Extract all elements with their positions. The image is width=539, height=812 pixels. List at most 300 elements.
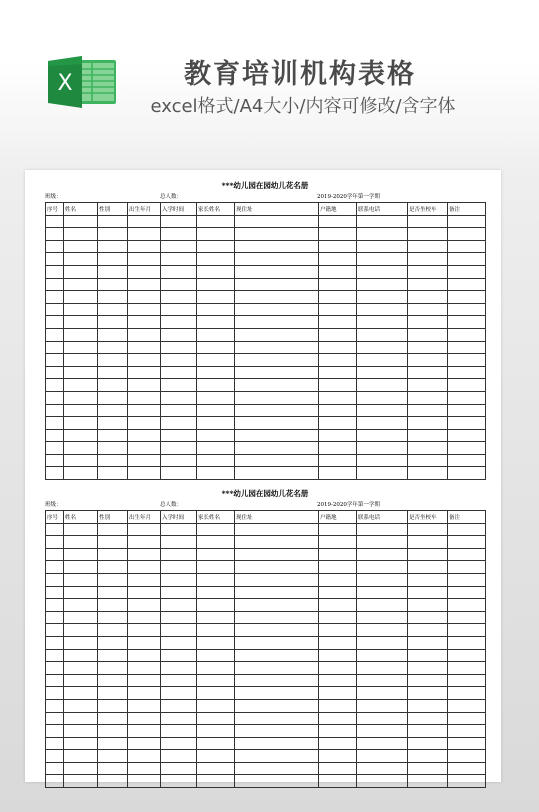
table-cell[interactable] bbox=[161, 636, 197, 649]
table-cell[interactable] bbox=[357, 303, 408, 316]
table-cell[interactable] bbox=[357, 316, 408, 329]
table-cell[interactable] bbox=[448, 561, 486, 574]
table-cell[interactable] bbox=[319, 725, 357, 738]
table-cell[interactable] bbox=[197, 662, 235, 675]
table-cell[interactable] bbox=[235, 429, 319, 442]
table-cell[interactable] bbox=[161, 611, 197, 624]
table-cell[interactable] bbox=[64, 354, 98, 367]
table-cell[interactable] bbox=[408, 303, 448, 316]
table-cell[interactable] bbox=[46, 354, 64, 367]
table-cell[interactable] bbox=[197, 404, 235, 417]
table-cell[interactable] bbox=[357, 215, 408, 228]
table-cell[interactable] bbox=[357, 240, 408, 253]
table-cell[interactable] bbox=[46, 636, 64, 649]
table-cell[interactable] bbox=[128, 454, 161, 467]
table-cell[interactable] bbox=[448, 586, 486, 599]
table-cell[interactable] bbox=[161, 391, 197, 404]
table-cell[interactable] bbox=[357, 379, 408, 392]
table-cell[interactable] bbox=[161, 662, 197, 675]
table-cell[interactable] bbox=[408, 573, 448, 586]
table-cell[interactable] bbox=[128, 278, 161, 291]
table-cell[interactable] bbox=[357, 548, 408, 561]
table-cell[interactable] bbox=[448, 762, 486, 775]
table-cell[interactable] bbox=[98, 253, 128, 266]
table-cell[interactable] bbox=[98, 599, 128, 612]
table-cell[interactable] bbox=[448, 328, 486, 341]
table-cell[interactable] bbox=[408, 391, 448, 404]
table-cell[interactable] bbox=[128, 366, 161, 379]
table-cell[interactable] bbox=[235, 240, 319, 253]
table-cell[interactable] bbox=[98, 215, 128, 228]
table-cell[interactable] bbox=[98, 391, 128, 404]
table-cell[interactable] bbox=[197, 750, 235, 763]
table-cell[interactable] bbox=[46, 291, 64, 304]
table-cell[interactable] bbox=[161, 699, 197, 712]
table-cell[interactable] bbox=[235, 278, 319, 291]
table-cell[interactable] bbox=[64, 523, 98, 536]
table-cell[interactable] bbox=[98, 328, 128, 341]
table-cell[interactable] bbox=[46, 278, 64, 291]
table-cell[interactable] bbox=[319, 775, 357, 788]
table-cell[interactable] bbox=[197, 253, 235, 266]
table-cell[interactable] bbox=[46, 599, 64, 612]
table-cell[interactable] bbox=[197, 536, 235, 549]
table-cell[interactable] bbox=[408, 354, 448, 367]
table-cell[interactable] bbox=[319, 354, 357, 367]
table-cell[interactable] bbox=[235, 366, 319, 379]
table-cell[interactable] bbox=[161, 240, 197, 253]
table-cell[interactable] bbox=[408, 674, 448, 687]
table-cell[interactable] bbox=[448, 712, 486, 725]
table-cell[interactable] bbox=[64, 316, 98, 329]
table-cell[interactable] bbox=[46, 265, 64, 278]
table-cell[interactable] bbox=[98, 536, 128, 549]
table-cell[interactable] bbox=[197, 379, 235, 392]
table-cell[interactable] bbox=[408, 536, 448, 549]
table-cell[interactable] bbox=[357, 265, 408, 278]
table-cell[interactable] bbox=[357, 366, 408, 379]
table-cell[interactable] bbox=[197, 699, 235, 712]
table-cell[interactable] bbox=[64, 636, 98, 649]
table-cell[interactable] bbox=[235, 328, 319, 341]
table-cell[interactable] bbox=[128, 611, 161, 624]
table-cell[interactable] bbox=[128, 228, 161, 241]
table-cell[interactable] bbox=[46, 561, 64, 574]
table-cell[interactable] bbox=[128, 328, 161, 341]
table-cell[interactable] bbox=[319, 699, 357, 712]
table-cell[interactable] bbox=[128, 442, 161, 455]
table-cell[interactable] bbox=[319, 429, 357, 442]
table-cell[interactable] bbox=[98, 417, 128, 430]
table-cell[interactable] bbox=[235, 442, 319, 455]
table-cell[interactable] bbox=[64, 278, 98, 291]
table-cell[interactable] bbox=[357, 573, 408, 586]
table-cell[interactable] bbox=[64, 240, 98, 253]
table-cell[interactable] bbox=[46, 253, 64, 266]
table-cell[interactable] bbox=[448, 291, 486, 304]
table-cell[interactable] bbox=[98, 454, 128, 467]
table-cell[interactable] bbox=[46, 611, 64, 624]
table-cell[interactable] bbox=[408, 291, 448, 304]
table-cell[interactable] bbox=[357, 523, 408, 536]
table-cell[interactable] bbox=[357, 467, 408, 480]
table-cell[interactable] bbox=[64, 417, 98, 430]
table-cell[interactable] bbox=[161, 417, 197, 430]
table-cell[interactable] bbox=[128, 536, 161, 549]
table-cell[interactable] bbox=[319, 536, 357, 549]
table-cell[interactable] bbox=[319, 341, 357, 354]
table-cell[interactable] bbox=[235, 649, 319, 662]
table-cell[interactable] bbox=[128, 699, 161, 712]
table-cell[interactable] bbox=[46, 379, 64, 392]
table-cell[interactable] bbox=[235, 303, 319, 316]
table-cell[interactable] bbox=[448, 636, 486, 649]
table-cell[interactable] bbox=[197, 775, 235, 788]
table-cell[interactable] bbox=[408, 548, 448, 561]
table-cell[interactable] bbox=[128, 404, 161, 417]
table-cell[interactable] bbox=[161, 548, 197, 561]
table-cell[interactable] bbox=[46, 725, 64, 738]
table-cell[interactable] bbox=[64, 215, 98, 228]
table-cell[interactable] bbox=[319, 215, 357, 228]
table-cell[interactable] bbox=[319, 636, 357, 649]
table-cell[interactable] bbox=[64, 379, 98, 392]
table-cell[interactable] bbox=[197, 712, 235, 725]
table-cell[interactable] bbox=[357, 636, 408, 649]
table-cell[interactable] bbox=[98, 649, 128, 662]
table-cell[interactable] bbox=[161, 599, 197, 612]
table-cell[interactable] bbox=[197, 328, 235, 341]
table-cell[interactable] bbox=[197, 649, 235, 662]
table-cell[interactable] bbox=[161, 278, 197, 291]
table-cell[interactable] bbox=[448, 404, 486, 417]
table-cell[interactable] bbox=[319, 611, 357, 624]
table-cell[interactable] bbox=[319, 573, 357, 586]
table-cell[interactable] bbox=[408, 215, 448, 228]
table-cell[interactable] bbox=[161, 341, 197, 354]
table-cell[interactable] bbox=[46, 417, 64, 430]
table-cell[interactable] bbox=[161, 523, 197, 536]
table-cell[interactable] bbox=[235, 316, 319, 329]
table-cell[interactable] bbox=[235, 265, 319, 278]
table-cell[interactable] bbox=[448, 253, 486, 266]
table-cell[interactable] bbox=[448, 341, 486, 354]
table-cell[interactable] bbox=[235, 586, 319, 599]
table-cell[interactable] bbox=[64, 712, 98, 725]
table-cell[interactable] bbox=[357, 624, 408, 637]
table-cell[interactable] bbox=[357, 712, 408, 725]
table-cell[interactable] bbox=[408, 316, 448, 329]
table-cell[interactable] bbox=[235, 762, 319, 775]
table-cell[interactable] bbox=[448, 228, 486, 241]
table-cell[interactable] bbox=[161, 624, 197, 637]
table-cell[interactable] bbox=[128, 253, 161, 266]
table-cell[interactable] bbox=[98, 379, 128, 392]
table-cell[interactable] bbox=[319, 750, 357, 763]
table-cell[interactable] bbox=[64, 536, 98, 549]
table-cell[interactable] bbox=[235, 636, 319, 649]
table-cell[interactable] bbox=[235, 404, 319, 417]
table-cell[interactable] bbox=[64, 611, 98, 624]
table-cell[interactable] bbox=[319, 391, 357, 404]
table-cell[interactable] bbox=[357, 561, 408, 574]
table-cell[interactable] bbox=[46, 674, 64, 687]
table-cell[interactable] bbox=[357, 599, 408, 612]
table-cell[interactable] bbox=[448, 303, 486, 316]
table-cell[interactable] bbox=[235, 291, 319, 304]
table-cell[interactable] bbox=[235, 750, 319, 763]
table-cell[interactable] bbox=[128, 750, 161, 763]
table-cell[interactable] bbox=[46, 454, 64, 467]
table-cell[interactable] bbox=[98, 624, 128, 637]
table-cell[interactable] bbox=[161, 573, 197, 586]
table-cell[interactable] bbox=[98, 662, 128, 675]
table-cell[interactable] bbox=[64, 391, 98, 404]
table-cell[interactable] bbox=[408, 379, 448, 392]
table-cell[interactable] bbox=[128, 341, 161, 354]
table-cell[interactable] bbox=[319, 442, 357, 455]
table-cell[interactable] bbox=[448, 649, 486, 662]
table-cell[interactable] bbox=[161, 291, 197, 304]
table-cell[interactable] bbox=[408, 737, 448, 750]
table-cell[interactable] bbox=[448, 536, 486, 549]
table-cell[interactable] bbox=[46, 328, 64, 341]
table-cell[interactable] bbox=[357, 417, 408, 430]
table-cell[interactable] bbox=[98, 775, 128, 788]
table-cell[interactable] bbox=[408, 599, 448, 612]
table-cell[interactable] bbox=[408, 467, 448, 480]
table-cell[interactable] bbox=[319, 379, 357, 392]
table-cell[interactable] bbox=[319, 762, 357, 775]
table-cell[interactable] bbox=[197, 303, 235, 316]
table-cell[interactable] bbox=[197, 341, 235, 354]
table-cell[interactable] bbox=[128, 674, 161, 687]
table-cell[interactable] bbox=[98, 762, 128, 775]
table-cell[interactable] bbox=[64, 624, 98, 637]
table-cell[interactable] bbox=[235, 253, 319, 266]
table-cell[interactable] bbox=[98, 467, 128, 480]
table-cell[interactable] bbox=[161, 328, 197, 341]
table-cell[interactable] bbox=[128, 662, 161, 675]
table-cell[interactable] bbox=[235, 712, 319, 725]
table-cell[interactable] bbox=[408, 561, 448, 574]
table-cell[interactable] bbox=[161, 454, 197, 467]
table-cell[interactable] bbox=[408, 699, 448, 712]
table-cell[interactable] bbox=[408, 278, 448, 291]
table-cell[interactable] bbox=[235, 737, 319, 750]
table-cell[interactable] bbox=[64, 429, 98, 442]
table-cell[interactable] bbox=[448, 674, 486, 687]
table-cell[interactable] bbox=[235, 725, 319, 738]
table-cell[interactable] bbox=[197, 523, 235, 536]
table-cell[interactable] bbox=[319, 687, 357, 700]
table-cell[interactable] bbox=[46, 775, 64, 788]
table-cell[interactable] bbox=[161, 775, 197, 788]
table-cell[interactable] bbox=[64, 328, 98, 341]
table-cell[interactable] bbox=[46, 573, 64, 586]
table-cell[interactable] bbox=[64, 737, 98, 750]
table-cell[interactable] bbox=[448, 737, 486, 750]
table-cell[interactable] bbox=[408, 341, 448, 354]
table-cell[interactable] bbox=[98, 737, 128, 750]
table-cell[interactable] bbox=[197, 674, 235, 687]
table-cell[interactable] bbox=[408, 687, 448, 700]
table-cell[interactable] bbox=[161, 354, 197, 367]
table-cell[interactable] bbox=[128, 523, 161, 536]
table-cell[interactable] bbox=[128, 316, 161, 329]
table-cell[interactable] bbox=[357, 750, 408, 763]
table-cell[interactable] bbox=[46, 649, 64, 662]
table-cell[interactable] bbox=[161, 737, 197, 750]
table-cell[interactable] bbox=[448, 265, 486, 278]
table-cell[interactable] bbox=[408, 240, 448, 253]
table-cell[interactable] bbox=[197, 442, 235, 455]
table-cell[interactable] bbox=[408, 649, 448, 662]
table-cell[interactable] bbox=[408, 523, 448, 536]
table-cell[interactable] bbox=[408, 417, 448, 430]
table-cell[interactable] bbox=[319, 737, 357, 750]
table-cell[interactable] bbox=[197, 265, 235, 278]
table-cell[interactable] bbox=[98, 750, 128, 763]
table-cell[interactable] bbox=[197, 586, 235, 599]
table-cell[interactable] bbox=[64, 649, 98, 662]
table-cell[interactable] bbox=[408, 442, 448, 455]
table-cell[interactable] bbox=[357, 341, 408, 354]
table-cell[interactable] bbox=[46, 429, 64, 442]
table-cell[interactable] bbox=[235, 228, 319, 241]
table-cell[interactable] bbox=[197, 391, 235, 404]
table-cell[interactable] bbox=[408, 712, 448, 725]
table-cell[interactable] bbox=[448, 391, 486, 404]
table-cell[interactable] bbox=[46, 391, 64, 404]
table-cell[interactable] bbox=[357, 391, 408, 404]
table-cell[interactable] bbox=[64, 228, 98, 241]
table-cell[interactable] bbox=[128, 737, 161, 750]
table-cell[interactable] bbox=[197, 611, 235, 624]
table-cell[interactable] bbox=[98, 548, 128, 561]
table-cell[interactable] bbox=[161, 366, 197, 379]
table-cell[interactable] bbox=[235, 379, 319, 392]
table-cell[interactable] bbox=[408, 725, 448, 738]
table-cell[interactable] bbox=[197, 454, 235, 467]
table-cell[interactable] bbox=[98, 278, 128, 291]
table-cell[interactable] bbox=[357, 662, 408, 675]
table-cell[interactable] bbox=[64, 366, 98, 379]
table-cell[interactable] bbox=[197, 636, 235, 649]
table-cell[interactable] bbox=[319, 291, 357, 304]
table-cell[interactable] bbox=[408, 611, 448, 624]
table-cell[interactable] bbox=[161, 536, 197, 549]
table-cell[interactable] bbox=[64, 762, 98, 775]
table-cell[interactable] bbox=[46, 316, 64, 329]
table-cell[interactable] bbox=[64, 561, 98, 574]
table-cell[interactable] bbox=[64, 599, 98, 612]
table-cell[interactable] bbox=[64, 750, 98, 763]
table-cell[interactable] bbox=[448, 354, 486, 367]
table-cell[interactable] bbox=[98, 354, 128, 367]
table-cell[interactable] bbox=[46, 240, 64, 253]
table-cell[interactable] bbox=[408, 775, 448, 788]
table-cell[interactable] bbox=[64, 442, 98, 455]
table-cell[interactable] bbox=[64, 674, 98, 687]
table-cell[interactable] bbox=[128, 762, 161, 775]
table-cell[interactable] bbox=[161, 404, 197, 417]
table-cell[interactable] bbox=[319, 599, 357, 612]
table-cell[interactable] bbox=[408, 750, 448, 763]
table-cell[interactable] bbox=[197, 624, 235, 637]
table-cell[interactable] bbox=[448, 662, 486, 675]
table-cell[interactable] bbox=[235, 573, 319, 586]
table-cell[interactable] bbox=[128, 712, 161, 725]
table-cell[interactable] bbox=[408, 366, 448, 379]
table-cell[interactable] bbox=[357, 442, 408, 455]
table-cell[interactable] bbox=[408, 662, 448, 675]
table-cell[interactable] bbox=[235, 662, 319, 675]
table-cell[interactable] bbox=[408, 636, 448, 649]
table-cell[interactable] bbox=[161, 712, 197, 725]
table-cell[interactable] bbox=[448, 687, 486, 700]
table-cell[interactable] bbox=[128, 265, 161, 278]
table-cell[interactable] bbox=[448, 417, 486, 430]
table-cell[interactable] bbox=[408, 253, 448, 266]
table-cell[interactable] bbox=[448, 699, 486, 712]
table-cell[interactable] bbox=[197, 737, 235, 750]
table-cell[interactable] bbox=[64, 303, 98, 316]
table-cell[interactable] bbox=[357, 404, 408, 417]
table-cell[interactable] bbox=[319, 328, 357, 341]
table-cell[interactable] bbox=[319, 712, 357, 725]
table-cell[interactable] bbox=[408, 624, 448, 637]
table-cell[interactable] bbox=[408, 586, 448, 599]
table-cell[interactable] bbox=[357, 674, 408, 687]
table-cell[interactable] bbox=[46, 215, 64, 228]
table-cell[interactable] bbox=[161, 228, 197, 241]
table-cell[interactable] bbox=[161, 561, 197, 574]
table-cell[interactable] bbox=[128, 636, 161, 649]
table-cell[interactable] bbox=[161, 586, 197, 599]
table-cell[interactable] bbox=[128, 725, 161, 738]
table-cell[interactable] bbox=[128, 215, 161, 228]
table-cell[interactable] bbox=[448, 548, 486, 561]
table-cell[interactable] bbox=[128, 561, 161, 574]
table-cell[interactable] bbox=[319, 253, 357, 266]
table-cell[interactable] bbox=[128, 354, 161, 367]
table-cell[interactable] bbox=[197, 366, 235, 379]
table-cell[interactable] bbox=[98, 699, 128, 712]
table-cell[interactable] bbox=[98, 561, 128, 574]
table-cell[interactable] bbox=[357, 429, 408, 442]
table-cell[interactable] bbox=[357, 454, 408, 467]
table-cell[interactable] bbox=[98, 429, 128, 442]
table-cell[interactable] bbox=[357, 328, 408, 341]
table-cell[interactable] bbox=[357, 649, 408, 662]
table-cell[interactable] bbox=[128, 240, 161, 253]
table-cell[interactable] bbox=[235, 391, 319, 404]
table-cell[interactable] bbox=[448, 379, 486, 392]
table-cell[interactable] bbox=[357, 536, 408, 549]
table-cell[interactable] bbox=[319, 674, 357, 687]
table-cell[interactable] bbox=[98, 316, 128, 329]
table-cell[interactable] bbox=[357, 354, 408, 367]
table-cell[interactable] bbox=[46, 662, 64, 675]
table-cell[interactable] bbox=[319, 662, 357, 675]
table-cell[interactable] bbox=[197, 215, 235, 228]
table-cell[interactable] bbox=[46, 404, 64, 417]
table-cell[interactable] bbox=[319, 366, 357, 379]
table-cell[interactable] bbox=[46, 737, 64, 750]
table-cell[interactable] bbox=[357, 725, 408, 738]
table-cell[interactable] bbox=[98, 523, 128, 536]
